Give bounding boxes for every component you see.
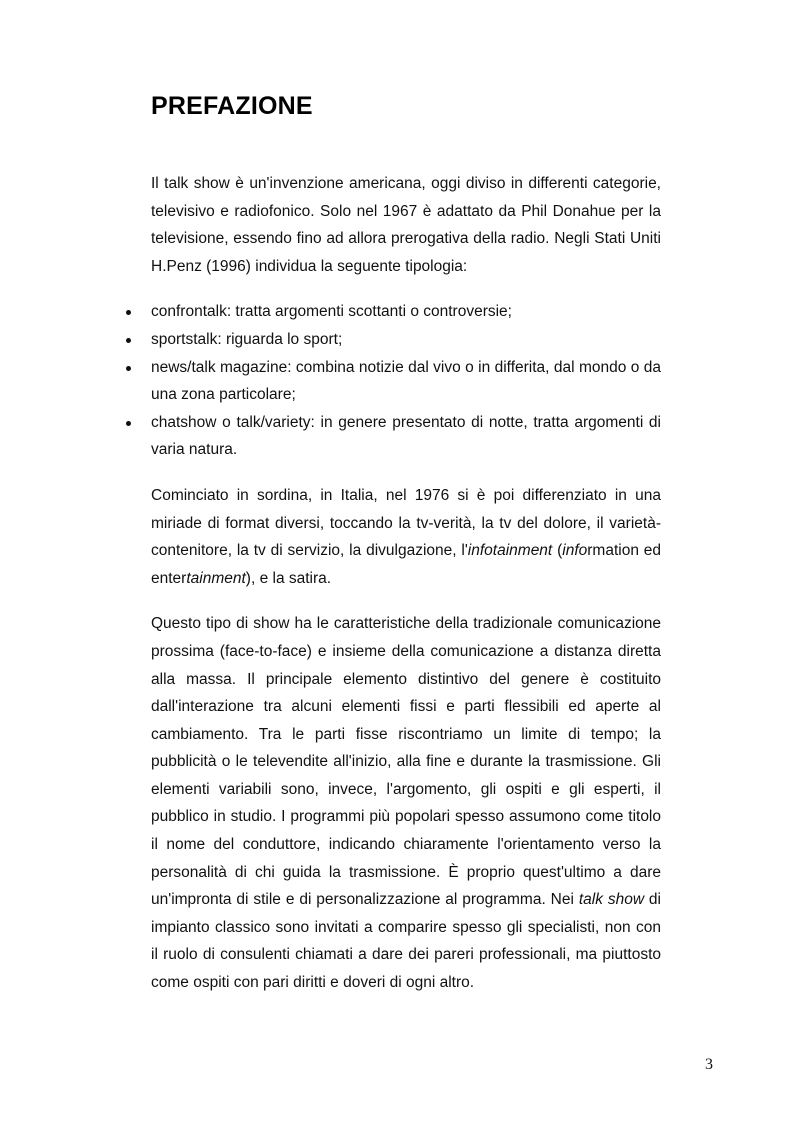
bullet-icon — [126, 366, 131, 371]
list-item-text: news/talk magazine: combina notizie dal vivo o in differita, dal mondo o da una zona particolare; — [151, 358, 661, 404]
bullet-icon — [126, 421, 131, 426]
bullet-icon — [126, 338, 131, 343]
body-text — [151, 170, 661, 1015]
info-term: info — [562, 542, 588, 560]
infotainment-term: infotainment — [467, 542, 553, 560]
list-item — [151, 354, 661, 409]
italy-paragraph — [151, 482, 661, 592]
tainment-term: tainment — [186, 569, 246, 587]
page-title: PREFAZIONE — [151, 92, 313, 120]
page-number: 3 — [705, 1056, 713, 1073]
list-item-text: chatshow o talk/variety: in genere presentato di notte, tratta argomenti di varia natura. — [151, 413, 661, 459]
italy-text-4: ), e la satira. — [245, 569, 332, 587]
intro-paragraph: Il talk show è un'invenzione americana, oggi diviso in differenti categorie, televisivo e radiofonico. Solo nel 1967 è adattato da Phil Donahue per la televisione, essendo fino ad allora prerogativa della radio. Negli Stati Uniti H.Penz (1996) individua la seguente tipologia: — [151, 175, 661, 275]
list-item-text: confrontalk: tratta argomenti scottanti o controversie; — [151, 303, 512, 321]
list-item — [151, 409, 661, 464]
characteristics-text-2: di impianto classico sono invitati a comparire spesso gli specialisti, non con il ruolo di consulenti chiamati a dare dei pareri professionali, ma piuttosto come ospiti con pari diritti e doveri di ogni altro. — [151, 891, 661, 992]
list-item — [151, 298, 661, 326]
bullet-icon — [126, 310, 131, 315]
characteristics-text-1: Questo tipo di show ha le caratteristiche della tradizionale comunicazione prossima (face-to-face) e insieme della comunicazione a distanza diretta alla massa. Il principale elemento distintivo del genere è costituito dall'interazione tra alcuni elementi fissi e parti flessibili ed aperte al cambiamento. Tra le parti fisse riscontriamo un limite di tempo; la pubblicità o le televendite all'inizio, alla fine e durante la trasmissione. Gli elementi variabili sono, invece, l'argomento, gli ospiti e gli esperti, il pubblico in studio. I programmi più popolari spesso assumono come titolo il nome del conduttore, indicando chiaramente l'orientamento verso la personalità di chi guida la trasmissione. È proprio quest'ultimo a dare un'impronta di stile e di personalizzazione al programma. Nei — [151, 615, 661, 909]
list-item — [151, 326, 661, 354]
italy-text-3: rmation ed enter — [151, 542, 662, 587]
italy-text-1: Cominciato in sordina, in Italia, nel 1976 si è poi differenziato in una miriade di format diversi, toccando la tv-verità, la tv del dolore, il varietà-contenitore, la tv di servizio, la divulgazione, l' — [151, 486, 661, 560]
show-characteristics-paragraph — [151, 610, 661, 996]
typology-list — [151, 298, 661, 464]
talk-show-term: talk show — [578, 891, 645, 909]
italy-text-2: ( — [552, 542, 563, 560]
list-item-text: sportstalk: riguarda lo sport; — [151, 330, 343, 348]
